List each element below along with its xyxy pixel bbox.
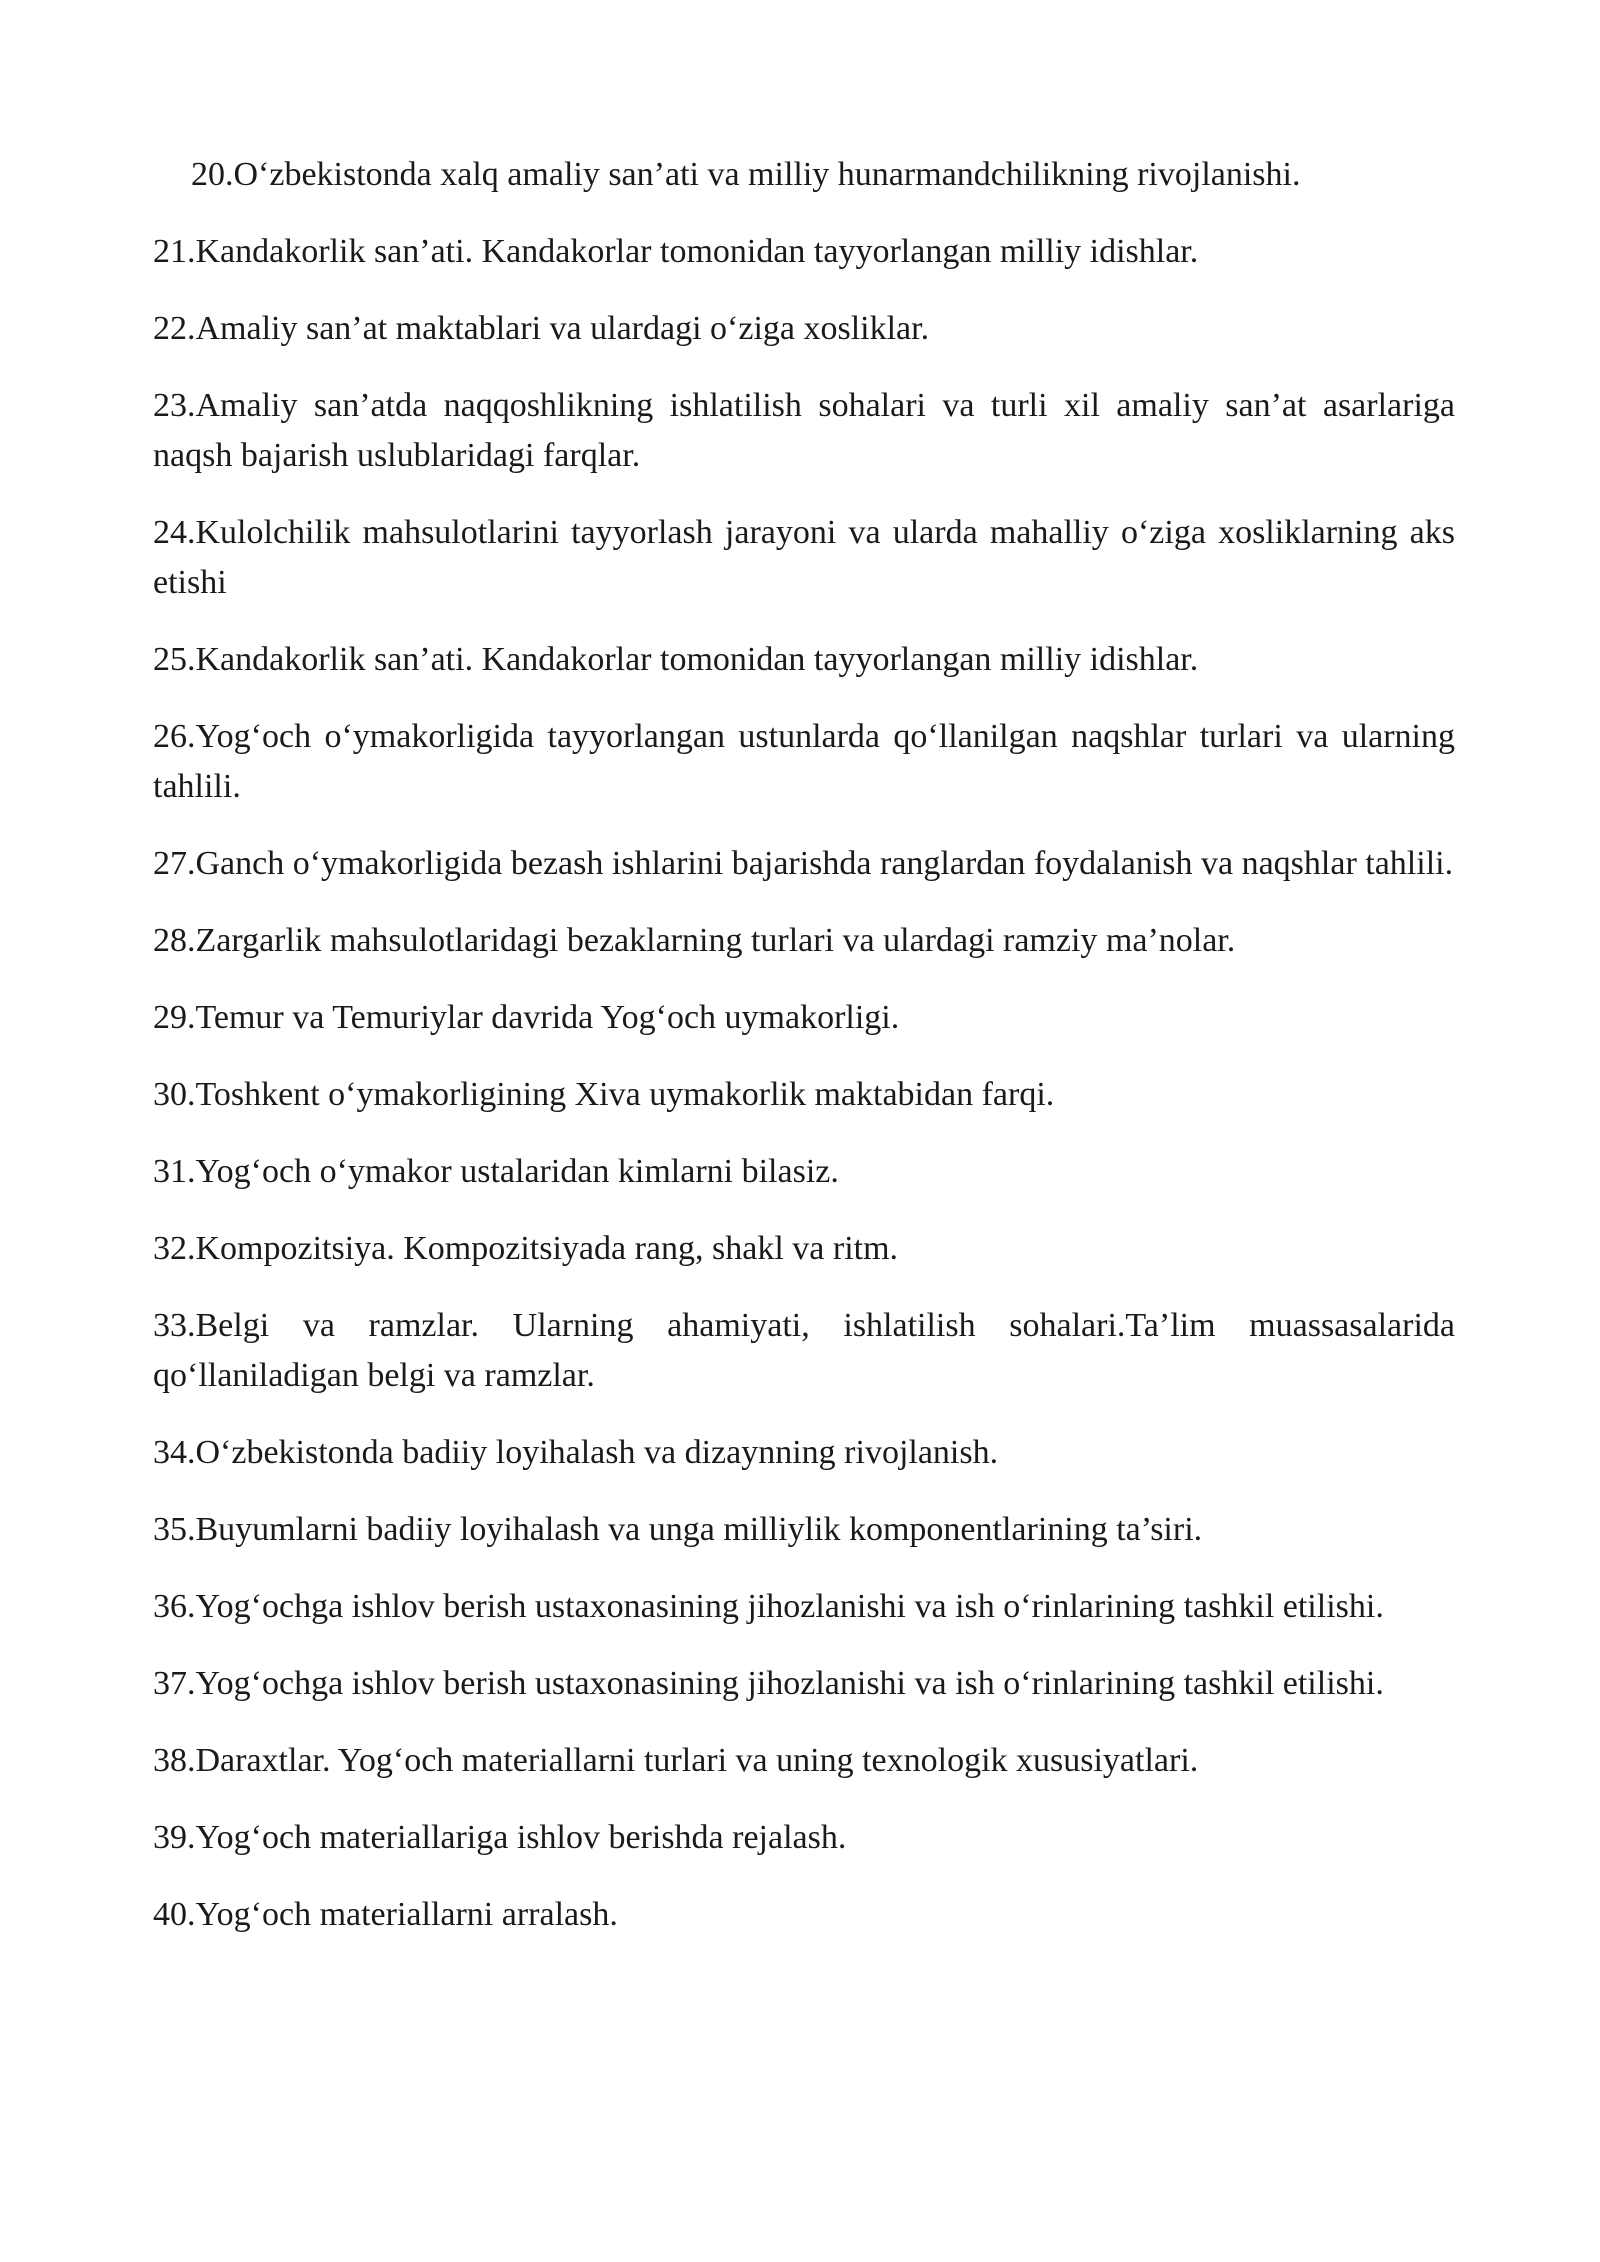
list-item-39: 39.Yog‘och materiallariga ishlov berishda rejalash. xyxy=(153,1819,847,1856)
list-item-28: 28.Zargarlik mahsulotlaridagi bezaklarning turlari va ulardagi ramziy ma’nolar. xyxy=(153,922,1236,959)
list-item-23: 23.Amaliy san’atda naqqoshlikning ishlatilish sohalari va turli xil amaliy san’at asarlariga naqsh bajarish uslublaridagi farqlar. xyxy=(153,387,1455,474)
list-item-32: 32.Kompozitsiya. Kompozitsiyada rang, shakl va ritm. xyxy=(153,1230,899,1267)
list-item-34: 34.O‘zbekistonda badiiy loyihalash va dizaynning rivojlanish. xyxy=(153,1434,999,1471)
list-item-26: 26.Yog‘och o‘ymakorligida tayyorlangan ustunlarda qo‘llanilgan naqshlar turlari va ularning tahlili. xyxy=(153,718,1455,805)
list-item-36: 36.Yog‘ochga ishlov berish ustaxonasining jihozlanishi va ish o‘rinlarining tashkil etilishi. xyxy=(153,1588,1384,1625)
list-item-24: 24.Kulolchilik mahsulotlarini tayyorlash jarayoni va ularda mahalliy o‘ziga xosliklarning aks etishi xyxy=(153,514,1455,601)
list-item-33: 33.Belgi va ramzlar. Ularning ahamiyati, ishlatilish sohalari.Ta’lim muassasalarida qo‘llaniladigan belgi va ramzlar. xyxy=(153,1307,1455,1394)
list-item-27: 27.Ganch o‘ymakorligida bezash ishlarini bajarishda ranglardan foydalanish va naqshlar tahlili. xyxy=(153,845,1454,882)
document-page xyxy=(153,150,1455,1967)
list-item-31: 31.Yog‘och o‘ymakor ustalaridan kimlarni bilasiz. xyxy=(153,1153,839,1190)
list-item-22: 22.Amaliy san’at maktablari va ulardagi o‘ziga xosliklar. xyxy=(153,310,930,347)
list-item-40: 40.Yog‘och materiallarni arralash. xyxy=(153,1896,618,1933)
list-item-30: 30.Toshkent o‘ymakorligining Xiva uymakorlik maktabidan farqi. xyxy=(153,1076,1055,1113)
list-item-21: 21.Kandakorlik san’ati. Kandakorlar tomonidan tayyorlangan milliy idishlar. xyxy=(153,233,1199,270)
list-item-35: 35.Buyumlarni badiiy loyihalash va unga milliylik komponentlarining ta’siri. xyxy=(153,1511,1203,1548)
list-item-38: 38.Daraxtlar. Yog‘och materiallarni turlari va uning texnologik xususiyatlari. xyxy=(153,1742,1199,1779)
list-item-37: 37.Yog‘ochga ishlov berish ustaxonasining jihozlanishi va ish o‘rinlarining tashkil etilishi. xyxy=(153,1665,1384,1702)
list-item-25: 25.Kandakorlik san’ati. Kandakorlar tomonidan tayyorlangan milliy idishlar. xyxy=(153,641,1199,678)
list-item-20: 20.O‘zbekistonda xalq amaliy san’ati va milliy hunarmandchilikning rivojlanishi. xyxy=(191,156,1301,193)
list-item-29: 29.Temur va Temuriylar davrida Yog‘och uymakorligi. xyxy=(153,999,900,1036)
